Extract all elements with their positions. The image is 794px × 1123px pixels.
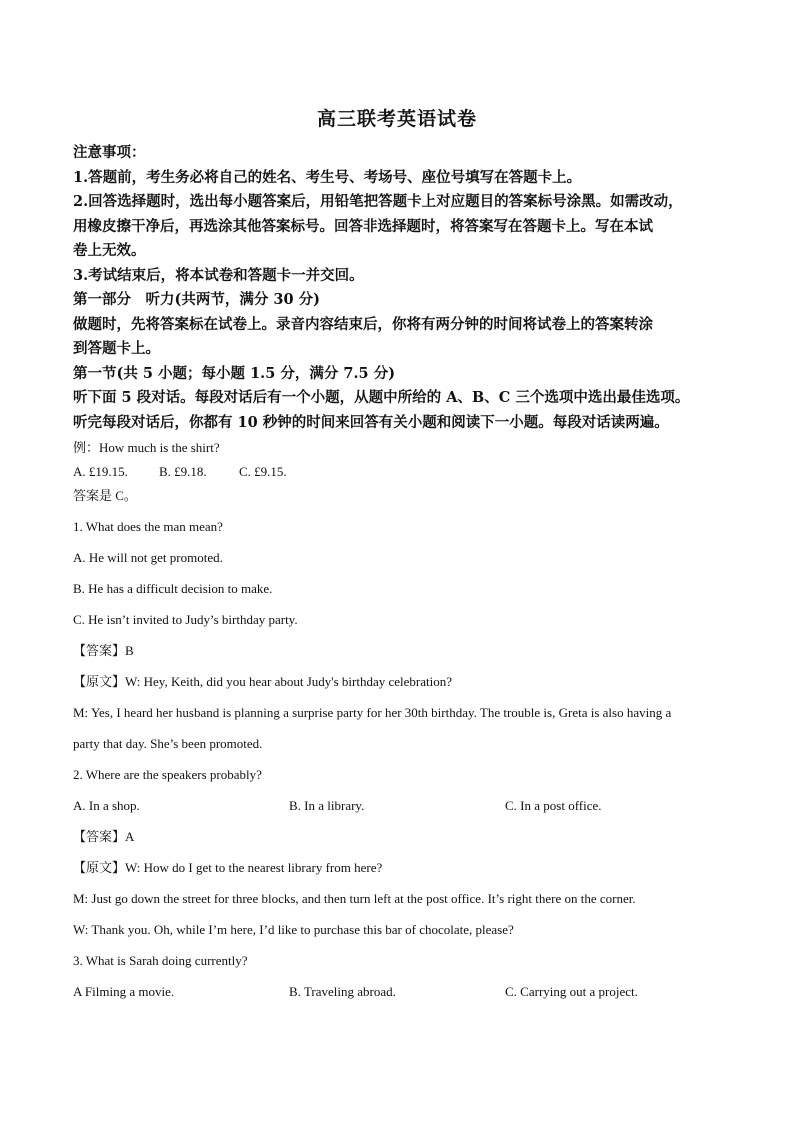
q3-option-b: B. Traveling abroad. — [289, 984, 396, 999]
q1-transcript-line: 【原文】W: Hey, Keith, did you hear about Judy's birthday celebration? — [73, 674, 453, 689]
q2-option-b: B. In a library. — [289, 798, 365, 813]
questions-body — [73, 436, 733, 1007]
q3-option-a: A Filming a movie. — [73, 984, 175, 999]
section-heading: 第一部分 听力(共两节，满分 30 分) — [73, 291, 320, 308]
notes-line: 1.答题前，考生务必将自己的姓名、考生号、考场号、座位号填写在答题卡上。 — [73, 168, 582, 186]
q3-options — [73, 976, 733, 1007]
example-option-b: B. £9.18. — [159, 464, 207, 479]
q2-option-a: A. In a shop. — [73, 798, 140, 813]
question-3: 3. What is Sarah doing currently? — [73, 953, 248, 968]
example-answer: 答案是 C。 — [73, 488, 137, 503]
q1-option-b: B. He has a difficult decision to make. — [73, 581, 273, 596]
q2-option-c: C. In a post office. — [505, 798, 602, 813]
notes-line: 卷上无效。 — [73, 242, 146, 259]
notes-line: 2.回答选择题时，选出每小题答案后，用铅笔把答题卡上对应题目的答案标号涂黑。如需改动， — [73, 193, 683, 210]
q2-options — [73, 790, 733, 821]
q2-answer: 【答案】A — [73, 829, 135, 844]
question-2: 2. Where are the speakers probably? — [73, 767, 262, 782]
notes-line: 做题时，先将答案标在试卷上。录音内容结束后，你将有两分钟的时间将试卷上的答案转涂 — [73, 315, 653, 333]
q1-option-a: A. He will not get promoted. — [73, 550, 223, 565]
q2-transcript-line: 【原文】W: How do I get to the nearest library from here? — [73, 860, 383, 875]
instructions — [73, 141, 723, 435]
q3-option-c: C. Carrying out a project. — [505, 984, 638, 999]
q1-option-c: C. He isn’t invited to Judy’s birthday party. — [73, 612, 298, 627]
page-title: 高三联考英语试卷 — [316, 108, 477, 130]
notes-line: 3.考试结束后，将本试卷和答题卡一并交回。 — [73, 266, 364, 284]
example-option-c: C. £9.15. — [239, 464, 287, 479]
subsection-heading: 第一节(共 5 小题；每小题 1.5 分，满分 7.5 分) — [73, 364, 396, 382]
notes-line: 用橡皮擦干净后，再选涂其他答案标号。回答非选择题时，将答案写在答题卡上。写在本试 — [73, 217, 653, 235]
q1-transcript-line: party that day. She’s been promoted. — [73, 736, 263, 751]
q1-answer: 【答案】B — [73, 643, 134, 658]
notes-line: 听完每段对话后，你都有 10 秒钟的时间来回答有关小题和阅读下一小题。每段对话读两遍。 — [73, 413, 669, 431]
example-options — [73, 460, 733, 484]
notes-line: 听下面 5 段对话。每段对话后有一个小题，从题中所给的 A、B、C 三个选项中选出最佳选项。 — [73, 389, 690, 406]
example-option-a: A. £19.15. — [73, 464, 128, 479]
question-1: 1. What does the man mean? — [73, 519, 223, 534]
q1-transcript-line: M: Yes, I heard her husband is planning a surprise party for her 30th birthday. The trouble is, Greta is also having a — [73, 705, 672, 720]
example-question: 例：How much is the shirt? — [73, 440, 220, 455]
q2-transcript-line: W: Thank you. Oh, while I’m here, I’d like to purchase this bar of chocolate, please? — [73, 922, 514, 937]
q2-transcript-line: M: Just go down the street for three blocks, and then turn left at the post office. It’s right there on the corner. — [73, 891, 636, 906]
notes-heading: 注意事项： — [73, 144, 146, 161]
notes-line: 到答题卡上。 — [73, 340, 160, 357]
